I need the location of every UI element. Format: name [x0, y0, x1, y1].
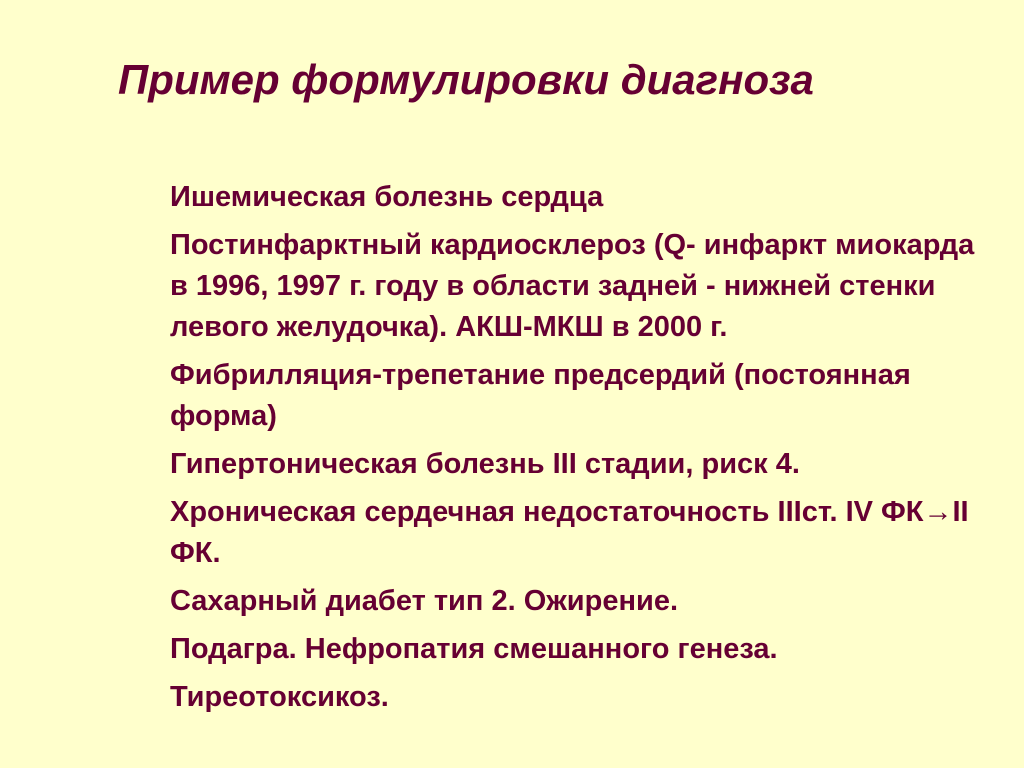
- diagnosis-item-diabetes: Сахарный диабет тип 2. Ожирение.: [170, 585, 679, 617]
- diagnosis-item-cardiosclerosis: Постинфарктный кардиосклероз (Q- инфаркт миокарда в 1996, 1997 г. году в области задней - нижней стенки левого желудочка). АКШ-МКШ в 2000 г.: [170, 229, 975, 343]
- slide-title: Пример формулировки диагноза: [118, 56, 814, 103]
- diagnosis-item-hypertension: Гипертоническая болезнь III стадии, риск 4.: [170, 448, 800, 480]
- diagnosis-item-thyrotoxicosis: Тиреотоксикоз.: [170, 681, 389, 713]
- diagnosis-item-gout: Подагра. Нефропатия смешанного генеза.: [170, 633, 778, 665]
- diagnosis-item-heart-failure: Хроническая сердечная недостаточность IIIст. IV ФК→II ФК.: [170, 496, 969, 569]
- diagnosis-item-atrial-fibrillation: Фибрилляция-трепетание предсердий (постоянная форма): [170, 359, 911, 432]
- diagnosis-list: [170, 177, 1000, 725]
- diagnosis-item-ihd: Ишемическая болезнь сердца: [170, 181, 604, 213]
